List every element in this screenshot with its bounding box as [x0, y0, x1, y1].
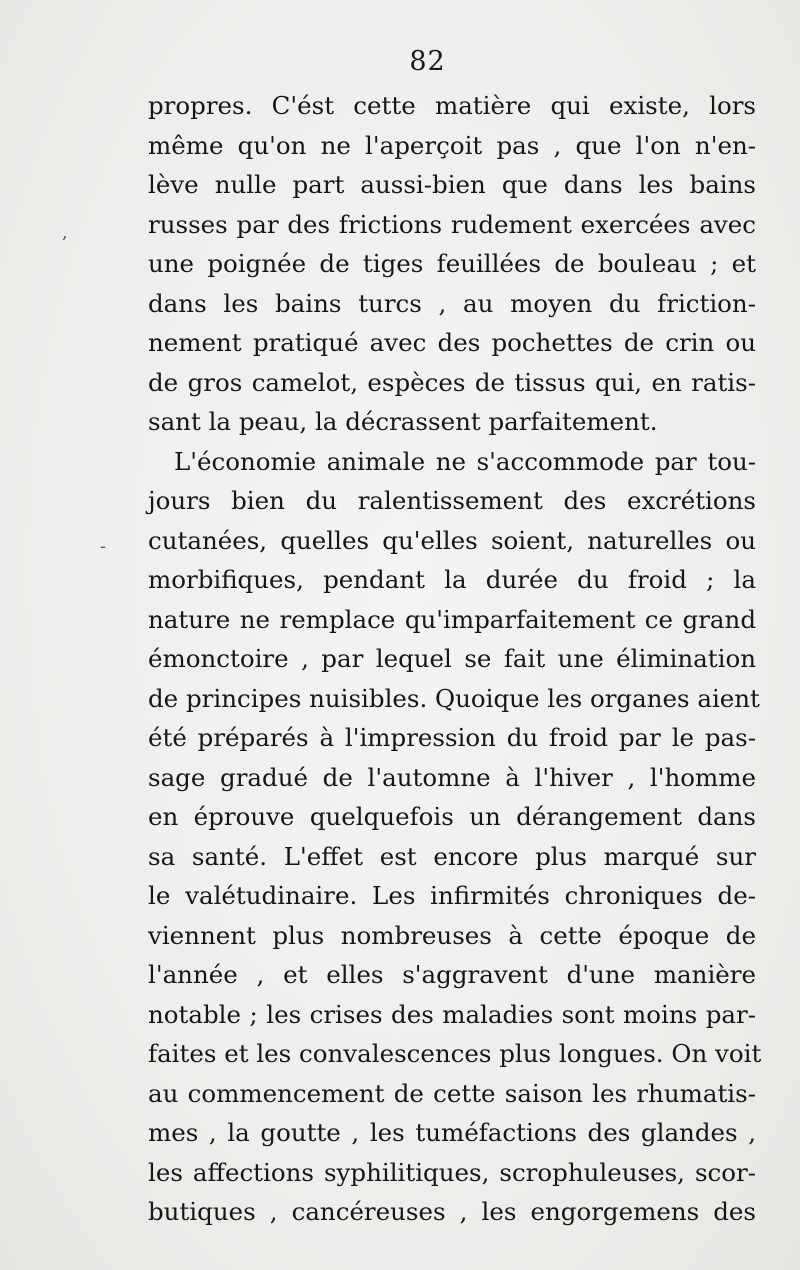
text-line: même qu'on ne l'aperçoit pas , que l'on n'en-	[148, 130, 756, 160]
text-line: L'économie animale ne s'accommode par tou-	[174, 446, 756, 476]
text-line: de principes nuisibles. Quoique les organes aient	[148, 683, 760, 713]
text-line: mes , la goutte , les tuméfactions des glandes ,	[148, 1118, 756, 1147]
text-line: russes par des frictions rudement exercées avec	[148, 209, 756, 239]
text-line: été préparés à l'impression du froid par le pas-	[148, 723, 756, 752]
text-line: le valétudinaire. Les infirmités chroniques de-	[148, 881, 756, 910]
text-line: lève nulle part aussi-bien que dans les bains	[148, 170, 756, 199]
text-line: dans les bains turcs , au moyen du friction-	[148, 288, 756, 318]
text-line: sage gradué de l'automne à l'hiver , l'homme	[148, 762, 756, 792]
text-line: les affections syphilitiques, scrophuleuses, scor-	[148, 1157, 756, 1187]
margin-mark: ,	[62, 222, 68, 243]
text-line: nature ne remplace qu'imparfaitement ce grand	[148, 604, 756, 634]
text-line: l'année , et elles s'aggravent d'une manière	[148, 960, 756, 989]
text-line: propres. C'ést cette matière qui existe, lors	[148, 91, 756, 120]
text-line: viennent plus nombreuses à cette époque de	[148, 920, 756, 950]
text-line: morbifiques, pendant la durée du froid ; la	[148, 565, 756, 594]
text-line: cutanées, quelles qu'elles soient, naturelles ou	[148, 525, 756, 555]
text-line: en éprouve quelquefois un dérangement dans	[148, 802, 756, 831]
text-line: émonctoire , par lequel se fait une élimination	[148, 644, 756, 673]
margin-mark: -	[100, 536, 107, 557]
page-number: 82	[409, 46, 446, 77]
body-text	[148, 86, 762, 1232]
text-line: notable ; les crises des maladies sont moins par-	[148, 999, 756, 1029]
text-line: sant la peau, la décrassent parfaitement.	[148, 407, 658, 436]
text-line: au commencement de cette saison les rhumatis-	[148, 1078, 756, 1108]
text-line: nement pratiqué avec des pochettes de crin ou	[148, 328, 756, 357]
text-line: butiques , cancéreuses , les engorgemens des	[148, 1197, 756, 1226]
text-line: faites et les convalescences plus longues. On voit	[148, 1039, 762, 1068]
text-line: une poignée de tiges feuillées de bouleau ; et	[148, 249, 756, 278]
text-line: de gros camelot, espèces de tissus qui, en ratis-	[148, 367, 756, 397]
text-line: jours bien du ralentissement des excrétions	[148, 486, 756, 515]
text-line: sa santé. L'effet est encore plus marqué sur	[148, 841, 756, 871]
